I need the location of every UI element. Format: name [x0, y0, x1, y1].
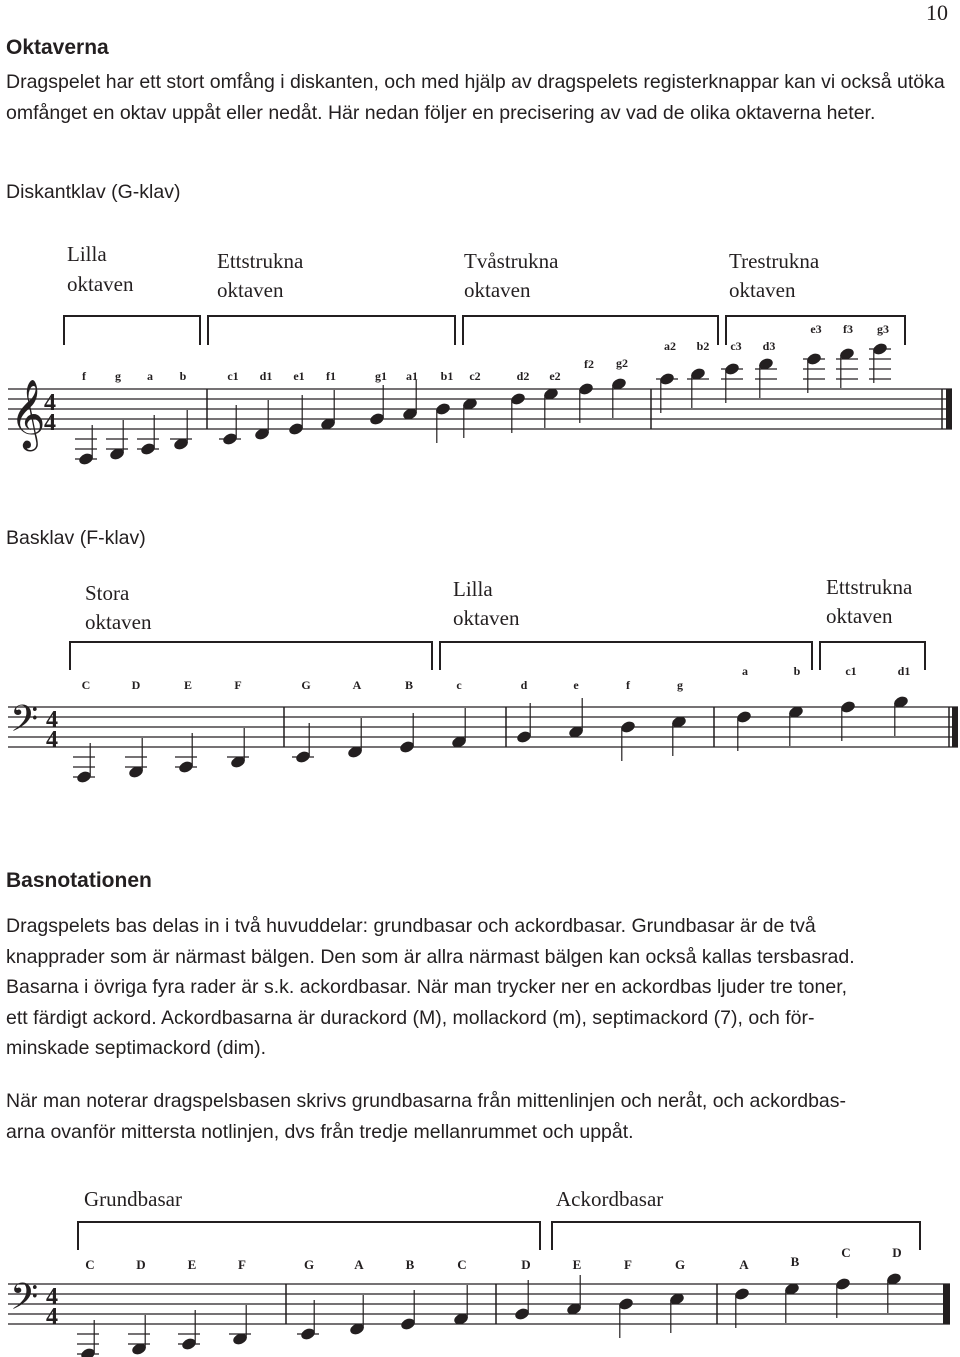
- note-label: c2: [469, 369, 481, 383]
- range-bracket: [552, 1222, 920, 1250]
- section-heading-octaves: Oktaverna: [6, 36, 109, 59]
- note-label: A: [352, 678, 362, 692]
- note-label: E: [187, 1257, 197, 1272]
- text-line: När man noterar dragspelsbasen skrivs grundbasarna från mittenlinjen och neråt, och ackordbas-: [6, 1090, 847, 1112]
- note-label: e2: [549, 369, 561, 383]
- note-label: b1: [440, 369, 454, 383]
- range-bracket: [64, 316, 200, 345]
- note-label: G: [303, 1257, 315, 1272]
- section-heading-bass-notation: Basnotationen: [6, 869, 152, 892]
- note-label: C: [81, 678, 91, 692]
- note-label: F: [624, 1257, 632, 1272]
- note-label: a: [147, 369, 153, 383]
- page-number: 10: [926, 0, 948, 25]
- note-label: D: [892, 1245, 902, 1260]
- range-label-line2: oktaven: [464, 278, 531, 302]
- note-label: g2: [616, 356, 628, 370]
- range-bracket: [440, 642, 812, 670]
- note-label: d: [520, 678, 528, 692]
- range-bracket: [463, 316, 718, 345]
- staff-lines: [8, 389, 952, 429]
- final-barline: [952, 707, 958, 747]
- time-signature-bottom: 4: [44, 410, 56, 436]
- note-label: E: [183, 678, 193, 692]
- note-label: C: [85, 1257, 95, 1272]
- bass-staff: [0, 570, 960, 790]
- bass-notation-paragraph: [6, 911, 951, 1064]
- time-signature-bottom: 4: [46, 727, 58, 753]
- range-label-line1: Ettstrukna: [826, 575, 913, 599]
- note-label: f: [626, 678, 630, 692]
- note-label: F: [238, 1257, 246, 1272]
- note-label: C: [841, 1245, 851, 1260]
- treble-notes: [75, 322, 891, 466]
- range-label-line1: Lilla: [453, 577, 493, 601]
- staff-lines: [8, 1284, 950, 1324]
- note-label: f3: [843, 322, 853, 336]
- note-label: C: [457, 1257, 467, 1272]
- bass-example-staff: [0, 1180, 960, 1357]
- note-label: A: [354, 1257, 364, 1272]
- treble-clef-caption: Diskantklav (G-klav): [6, 181, 181, 203]
- note-label: f2: [584, 357, 594, 371]
- treble-clef-icon: 𝄞: [10, 381, 46, 447]
- note-label: f1: [326, 369, 336, 383]
- final-barline: [946, 389, 952, 429]
- time-signature-top: 4: [44, 390, 56, 416]
- note-label: F: [234, 678, 242, 692]
- text-line: minskade septimackord (dim).: [6, 1037, 267, 1059]
- note-label: E: [572, 1257, 582, 1272]
- note-label: b: [793, 664, 801, 678]
- note-label: G: [674, 1257, 686, 1272]
- note-label: D: [521, 1257, 531, 1272]
- range-label-line1: Ettstrukna: [217, 249, 304, 273]
- note-label: b: [179, 369, 187, 383]
- note-label: g: [677, 678, 683, 692]
- range-label: Grundbasar: [84, 1187, 182, 1211]
- range-label-line2: oktaven: [217, 278, 284, 302]
- note-label: c1: [227, 369, 239, 383]
- text-line: Basarna i övriga fyra rader är s.k. ackordbasar. När man trycker ner en ackordbas ljuder tre toner,: [6, 976, 848, 998]
- text-line: Dragspelets bas delas in i två huvuddelar: grundbasar och ackordbasar. Grundbasar är de två: [6, 915, 816, 937]
- text-line: knapprader som är närmast bälgen. Den som är allra närmast bälgen kan också kallas tersbasrad.: [6, 945, 855, 968]
- range-label-line2: oktaven: [67, 272, 134, 296]
- range-bracket: [70, 642, 432, 670]
- note-label: c1: [845, 664, 857, 678]
- range-label-line2: oktaven: [85, 610, 152, 634]
- range-label-line1: Lilla: [67, 242, 107, 266]
- note-label: e3: [810, 322, 822, 336]
- treble-staff: [0, 240, 960, 480]
- note-label: d3: [762, 339, 776, 353]
- range-label-line2: oktaven: [729, 278, 796, 302]
- note-label: B: [790, 1254, 800, 1269]
- time-signature-top: 4: [46, 707, 58, 733]
- note-label: a: [742, 664, 748, 678]
- range-label-line1: Tvåstrukna: [464, 249, 559, 273]
- range-label-line2: oktaven: [826, 604, 893, 628]
- octaves-paragraph: Dragspelet har ett stort omfång i diskanten, och med hjälp av dragspelets registerknappar kan vi också utöka omfånget en oktav uppåt eller nedåt. Här nedan följer en precisering av vad de olika oktaverna heter.: [6, 71, 945, 124]
- note-label: D: [131, 678, 141, 692]
- bass-writing-paragraph: [6, 1086, 951, 1147]
- note-label: D: [136, 1257, 146, 1272]
- note-label: g3: [877, 322, 889, 336]
- final-barline: [943, 1284, 950, 1324]
- note-label: B: [404, 678, 414, 692]
- note-label: c: [456, 678, 462, 692]
- staff-lines: [8, 707, 958, 747]
- text-line: ett färdigt ackord. Ackordbasarna är durackord (M), mollackord (m), septimackord (7), och för-: [6, 1006, 815, 1029]
- note-label: g: [115, 369, 121, 383]
- note-label: e1: [293, 369, 305, 383]
- note-label: d2: [516, 369, 530, 383]
- range-label: Ackordbasar: [556, 1187, 664, 1211]
- note-label: a1: [406, 369, 418, 383]
- range-bracket: [208, 316, 455, 345]
- text-line: arna ovanför mittersta notlinjen, dvs från tredje mellanrummet och uppåt.: [6, 1120, 634, 1143]
- note-label: d1: [259, 369, 273, 383]
- note-label: g1: [375, 369, 387, 383]
- note-label: A: [739, 1257, 749, 1272]
- time-signature-bottom: 4: [46, 1304, 58, 1330]
- example-notes: [77, 1245, 902, 1357]
- bass-clef-icon: 𝄢: [10, 1277, 39, 1326]
- note-label: c3: [730, 339, 742, 353]
- range-label-line2: oktaven: [453, 606, 520, 630]
- bass-clef-icon: 𝄢: [10, 699, 39, 748]
- note-label: a2: [664, 339, 676, 353]
- note-label: f: [82, 369, 86, 383]
- bass-clef-caption: Basklav (F-klav): [6, 527, 146, 549]
- time-signature-top: 4: [46, 1284, 58, 1310]
- note-label: G: [301, 678, 311, 692]
- range-label-line1: Trestrukna: [729, 249, 820, 273]
- note-label: e: [573, 678, 579, 692]
- range-label-line1: Stora: [85, 581, 130, 605]
- range-bracket: [78, 1222, 540, 1250]
- note-label: B: [405, 1257, 415, 1272]
- bass-notes: [73, 664, 910, 784]
- note-label: d1: [897, 664, 911, 678]
- note-label: b2: [696, 339, 710, 353]
